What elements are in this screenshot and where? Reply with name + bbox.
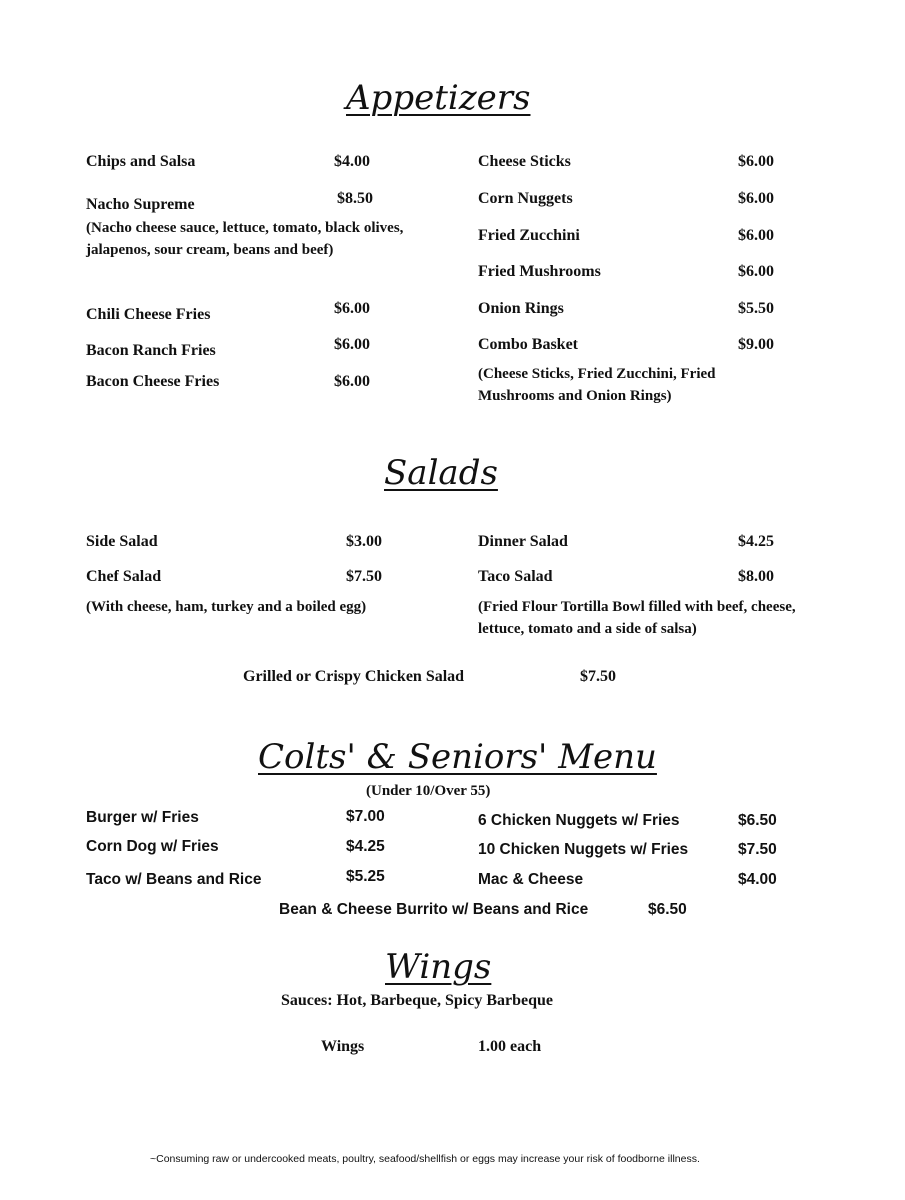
appetizers-heading: Appetizers xyxy=(346,78,531,118)
bacon-cheese-fries-price: $6.00 xyxy=(334,373,370,390)
mac-cheese-price: $4.00 xyxy=(738,871,777,888)
onion-rings-price: $5.50 xyxy=(738,300,774,317)
combo-basket-price: $9.00 xyxy=(738,336,774,353)
taco-beans-rice-name: Taco w/ Beans and Rice xyxy=(86,871,262,888)
fried-zucchini-price: $6.00 xyxy=(738,227,774,244)
taco-salad-name: Taco Salad xyxy=(478,568,553,585)
bacon-cheese-fries-name: Bacon Cheese Fries xyxy=(86,373,220,390)
taco-beans-rice-price: $5.25 xyxy=(346,868,385,885)
foodborne-illness-disclaimer: ~Consuming raw or undercooked meats, poultry, seafood/shellfish or eggs may increase your risk of foodborne illness. xyxy=(150,1153,700,1165)
bacon-ranch-fries-name: Bacon Ranch Fries xyxy=(86,342,216,359)
taco-salad-price: $8.00 xyxy=(738,568,774,585)
chips-salsa-name: Chips and Salsa xyxy=(86,153,196,170)
chili-cheese-fries-price: $6.00 xyxy=(334,300,370,317)
nacho-supreme-description: (Nacho cheese sauce, lettuce, tomato, black olives, jalapenos, sour cream, beans and beef) xyxy=(86,220,404,258)
wings-price: 1.00 each xyxy=(478,1038,542,1055)
chicken-salad-name: Grilled or Crispy Chicken Salad xyxy=(243,668,465,685)
wings-heading: Wings xyxy=(385,947,492,987)
burrito-name: Bean & Cheese Burrito w/ Beans and Rice xyxy=(279,901,589,918)
wings-sauces: Sauces: Hot, Barbeque, Spicy Barbeque xyxy=(281,992,554,1009)
six-nuggets-price: $6.50 xyxy=(738,812,777,829)
wings-name: Wings xyxy=(321,1038,365,1055)
chicken-salad-price: $7.50 xyxy=(580,668,616,685)
fried-mushrooms-name: Fried Mushrooms xyxy=(478,263,601,280)
nacho-supreme-name: Nacho Supreme xyxy=(86,196,195,213)
chef-salad-description: (With cheese, ham, turkey and a boiled egg) xyxy=(86,599,367,615)
onion-rings-name: Onion Rings xyxy=(478,300,564,317)
cheese-sticks-price: $6.00 xyxy=(738,153,774,170)
ten-nuggets-name: 10 Chicken Nuggets w/ Fries xyxy=(478,841,689,858)
six-nuggets-name: 6 Chicken Nuggets w/ Fries xyxy=(478,812,680,829)
ten-nuggets-price: $7.50 xyxy=(738,841,777,858)
bacon-ranch-fries-price: $6.00 xyxy=(334,336,370,353)
corn-nuggets-price: $6.00 xyxy=(738,190,774,207)
nacho-supreme-price: $8.50 xyxy=(337,190,373,207)
combo-basket-description: (Cheese Sticks, Fried Zucchini, Fried Mushrooms and Onion Rings) xyxy=(478,366,716,404)
fried-mushrooms-price: $6.00 xyxy=(738,263,774,280)
corn-dog-price: $4.25 xyxy=(346,838,385,855)
combo-basket-name: Combo Basket xyxy=(478,336,579,353)
burrito-price: $6.50 xyxy=(648,901,687,918)
burger-name: Burger w/ Fries xyxy=(86,809,199,826)
mac-cheese-name: Mac & Cheese xyxy=(478,871,584,888)
side-salad-name: Side Salad xyxy=(86,533,158,550)
dinner-salad-name: Dinner Salad xyxy=(478,533,568,550)
colts-seniors-heading: Colts' & Seniors' Menu xyxy=(258,737,657,777)
side-salad-price: $3.00 xyxy=(346,533,382,550)
cheese-sticks-name: Cheese Sticks xyxy=(478,153,571,170)
corn-dog-name: Corn Dog w/ Fries xyxy=(86,838,219,855)
colts-seniors-subtitle: (Under 10/Over 55) xyxy=(366,783,491,799)
salads-heading: Salads xyxy=(384,453,498,493)
chef-salad-name: Chef Salad xyxy=(86,568,162,585)
corn-nuggets-name: Corn Nuggets xyxy=(478,190,573,207)
taco-salad-description: (Fried Flour Tortilla Bowl filled with beef, cheese, lettuce, tomato and a side of salsa) xyxy=(478,599,796,637)
chef-salad-price: $7.50 xyxy=(346,568,382,585)
chili-cheese-fries-name: Chili Cheese Fries xyxy=(86,306,211,323)
burger-price: $7.00 xyxy=(346,808,385,825)
dinner-salad-price: $4.25 xyxy=(738,533,774,550)
chips-salsa-price: $4.00 xyxy=(334,153,370,170)
fried-zucchini-name: Fried Zucchini xyxy=(478,227,580,244)
